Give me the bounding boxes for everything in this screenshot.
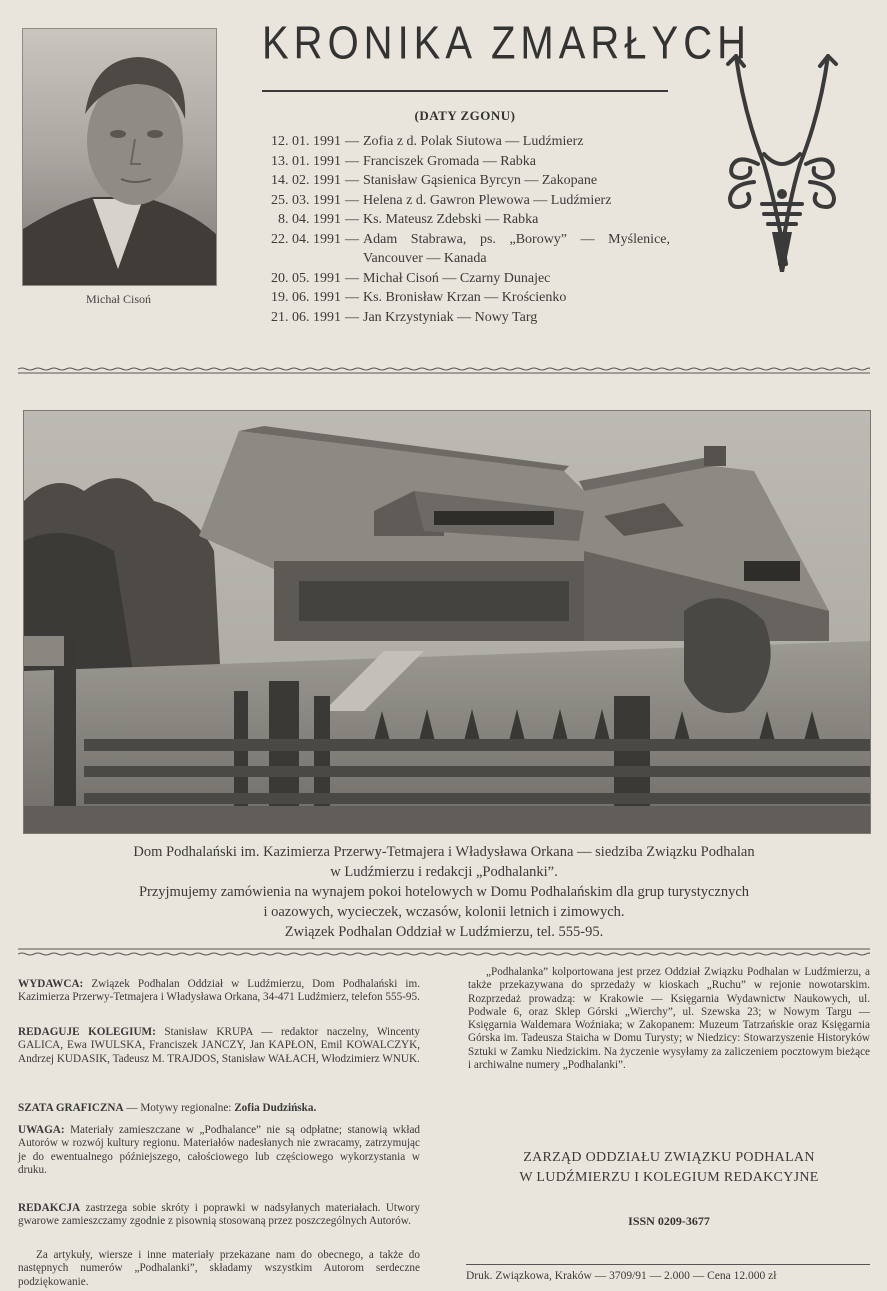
- death-date: 14. 02. 1991: [271, 173, 341, 188]
- death-text: Zofia z d. Polak Siutowa — Ludźmierz: [363, 134, 584, 149]
- death-date: 19. 06. 1991: [271, 290, 341, 305]
- death-date: 21. 06. 1991: [271, 309, 341, 325]
- death-date: 12. 01. 1991: [271, 134, 341, 149]
- imprint-redaction: [18, 1202, 420, 1229]
- page-subtitle: (DATY ZGONU): [414, 108, 516, 123]
- death-entry: 12. 01. 1991 — Zofia z d. Polak Siutowa — Ludźmierz: [258, 132, 670, 152]
- death-entry: 14. 02. 1991 — Stanisław Gąsienica Byrcyn — Zakopane: [258, 171, 670, 191]
- caption-line: w Ludźmierzu i redakcji „Podhalanki”.: [330, 864, 558, 880]
- caption-line: Związek Podhalan Oddział w Ludźmierzu, tel. 555-95.: [284, 924, 604, 940]
- death-text: Franciszek Gromada — Rabka: [363, 153, 536, 169]
- thanks-text: Za artykuły, wiersze i inne materiały przekazane nam do obecnego, a także do następnych numerów „Podhalanki”, składamy wszystkim Autorom serdeczne podziękowanie.: [18, 1249, 420, 1288]
- caption-line: i oazowych, wycieczek, wczasów, kolonii letnich i zimowych.: [263, 904, 625, 920]
- redaction-text: zastrzega sobie skróty i poprawki w nadsyłanych materiałach. Utwory gwarowe zamieszczamy zgodnie z pisownią stosowaną przez poszczególnych Autorów.: [18, 1202, 420, 1228]
- imprint-editorial-board: [18, 1026, 420, 1066]
- death-text: Michał Cisoń — Czarny Dunajec: [363, 270, 551, 286]
- death-text: Ks. Mateusz Zdebski — Rabka: [363, 212, 539, 227]
- house-photo: [23, 410, 871, 834]
- death-entry: 22. 04. 1991 — Adam Stabrawa, ps. „Borowy” — Myślenice, Vancouver — Kanada: [258, 230, 670, 269]
- death-date: 22. 04. 1991: [271, 231, 341, 247]
- publisher-text: Związek Podhalan Oddział w Ludźmierzu, Dom Podhalański im. Kazimierza Przerwy-Tetmajera i Władysława Orkana, 34-471 Ludźmierz, telefon 555-95.: [18, 978, 420, 1004]
- graphics-label: SZATA GRAFICZNA: [18, 1102, 124, 1114]
- death-entry: 25. 03. 1991 — Helena z d. Gawron Plewowa — Ludźmierz: [258, 191, 670, 211]
- imprint-graphics: [18, 1102, 420, 1115]
- editorial-board-text: Stanisław KRUPA — redaktor naczelny, Wincenty GALICA, Ewa IWULSKA, Franciszek JANCZY, Jan KAPŁON, Emil KOWALCZYK, Andrzej KUDASIK, Tadeusz M. TRAJDOS, Stanisław WAŁACH, Włodzimierz WNUK.: [18, 1026, 420, 1065]
- issn: ISSN 0209-3677: [628, 1214, 710, 1228]
- printer-info: Druk. Związkowa, Kraków — 3709/91 — 2.000 — Cena 12.000 zł: [466, 1270, 777, 1282]
- portrait-caption: Michał Cisoń: [86, 292, 151, 306]
- death-text: Jan Krzystyniak — Nowy Targ: [363, 309, 538, 325]
- wavy-divider: [18, 947, 870, 957]
- page-title: KRONIKA ZMARŁYCH: [262, 18, 751, 69]
- board-line: ZARZĄD ODDZIAŁU ZWIĄZKU PODHALAN: [523, 1150, 815, 1165]
- wavy-divider: [18, 366, 870, 376]
- board-line: W LUDŹMIERZU I KOLEGIUM REDAKCYJNE: [519, 1170, 819, 1185]
- photo-caption: [18, 842, 870, 942]
- printer-rule: [466, 1264, 870, 1265]
- death-entry: 19. 06. 1991 — Ks. Bronisław Krzan — Krościenko: [258, 288, 670, 308]
- distribution-text: „Podhalanka” kolportowana jest przez Oddział Związku Podhalan w Ludźmierzu, a także przekazywana do sprzedaży w kioskach „Ruchu” w rejonie nowotarskim. Rozprzedaż prowadzą: w Krakowie — Księgarnia Wydawnictw Naukowych, ul. Podwale 6, oraz Sklep Górski „Wierchy”, ul. Szewska 23; w Nowym Targu — Księgarnia Waldemara Woźniaka; w Zakopanem: Muzeum Tatrzańskie oraz Księgarnia Górska im. Tadeusza Staicha w Domu Turysty; w Niedzicy: Stowarzyszenie Historyków Sztuki w Zamku Niedzickim. Na życzenie wysyłamy za zaliczeniem pocztowym bieżące i archiwalne numery „Podhalanki”.: [468, 966, 870, 1072]
- death-entry: 13. 01. 1991 — Franciszek Gromada — Rabka: [258, 152, 670, 172]
- caption-line: Dom Podhalański im. Kazimierza Przerwy-Tetmajera i Władysława Orkana — siedziba Związku Podhalan: [133, 844, 755, 860]
- imprint-publisher: [18, 978, 420, 1005]
- editorial-board-signature: [468, 1148, 870, 1188]
- graphics-author: Zofia Dudzińska.: [234, 1102, 317, 1114]
- death-date: 8. 04. 1991: [278, 212, 341, 227]
- imprint-notice: [18, 1124, 420, 1177]
- portrait-photo: [22, 28, 217, 286]
- portrait-figure: [23, 29, 216, 285]
- death-text: Stanisław Gąsienica Byrcyn — Zakopane: [363, 173, 598, 188]
- death-entry: 20. 05. 1991 — Michał Cisoń — Czarny Dunajec: [258, 269, 670, 289]
- death-text: Ks. Bronisław Krzan — Krościenko: [363, 290, 567, 305]
- death-text: Helena z d. Gawron Plewowa — Ludźmierz: [363, 192, 612, 208]
- title-rule: [262, 90, 668, 92]
- death-entry: 8. 04. 1991 — Ks. Mateusz Zdebski — Rabka: [258, 210, 670, 230]
- editorial-board-label: REDAGUJE KOLEGIUM:: [18, 1026, 156, 1038]
- redaction-label: REDAKCJA: [18, 1202, 81, 1214]
- publisher-label: WYDAWCA:: [18, 978, 84, 990]
- death-date: 13. 01. 1991: [271, 153, 341, 169]
- death-entry: 21. 06. 1991 — Jan Krzystyniak — Nowy Targ: [258, 308, 670, 328]
- notice-text: Materiały zamieszczane w „Podhalance” nie są odpłatne; stanowią wkład Autorów w rozwój kultury regionu. Materiałów nadesłanych nie zwracamy, zatrzymując je do ewentualnego późniejszego, całościowego lub częściowego wykorzystania w druku.: [18, 1124, 421, 1176]
- caption-line: Przyjmujemy zamówienia na wynajem pokoi hotelowych w Domu Podhalańskim dla grup turystycznych: [138, 884, 750, 900]
- death-list: [258, 132, 670, 327]
- graphics-text: — Motywy regionalne:: [126, 1102, 232, 1114]
- death-date: 20. 05. 1991: [271, 270, 341, 286]
- death-text: Adam Stabrawa, ps. „Borowy” — Myślenice, Vancouver — Kanada: [363, 231, 670, 266]
- death-date: 25. 03. 1991: [271, 192, 341, 208]
- notice-label: UWAGA:: [18, 1124, 65, 1136]
- imprint-thanks: [18, 1249, 420, 1289]
- folk-ornament-icon: [724, 54, 840, 274]
